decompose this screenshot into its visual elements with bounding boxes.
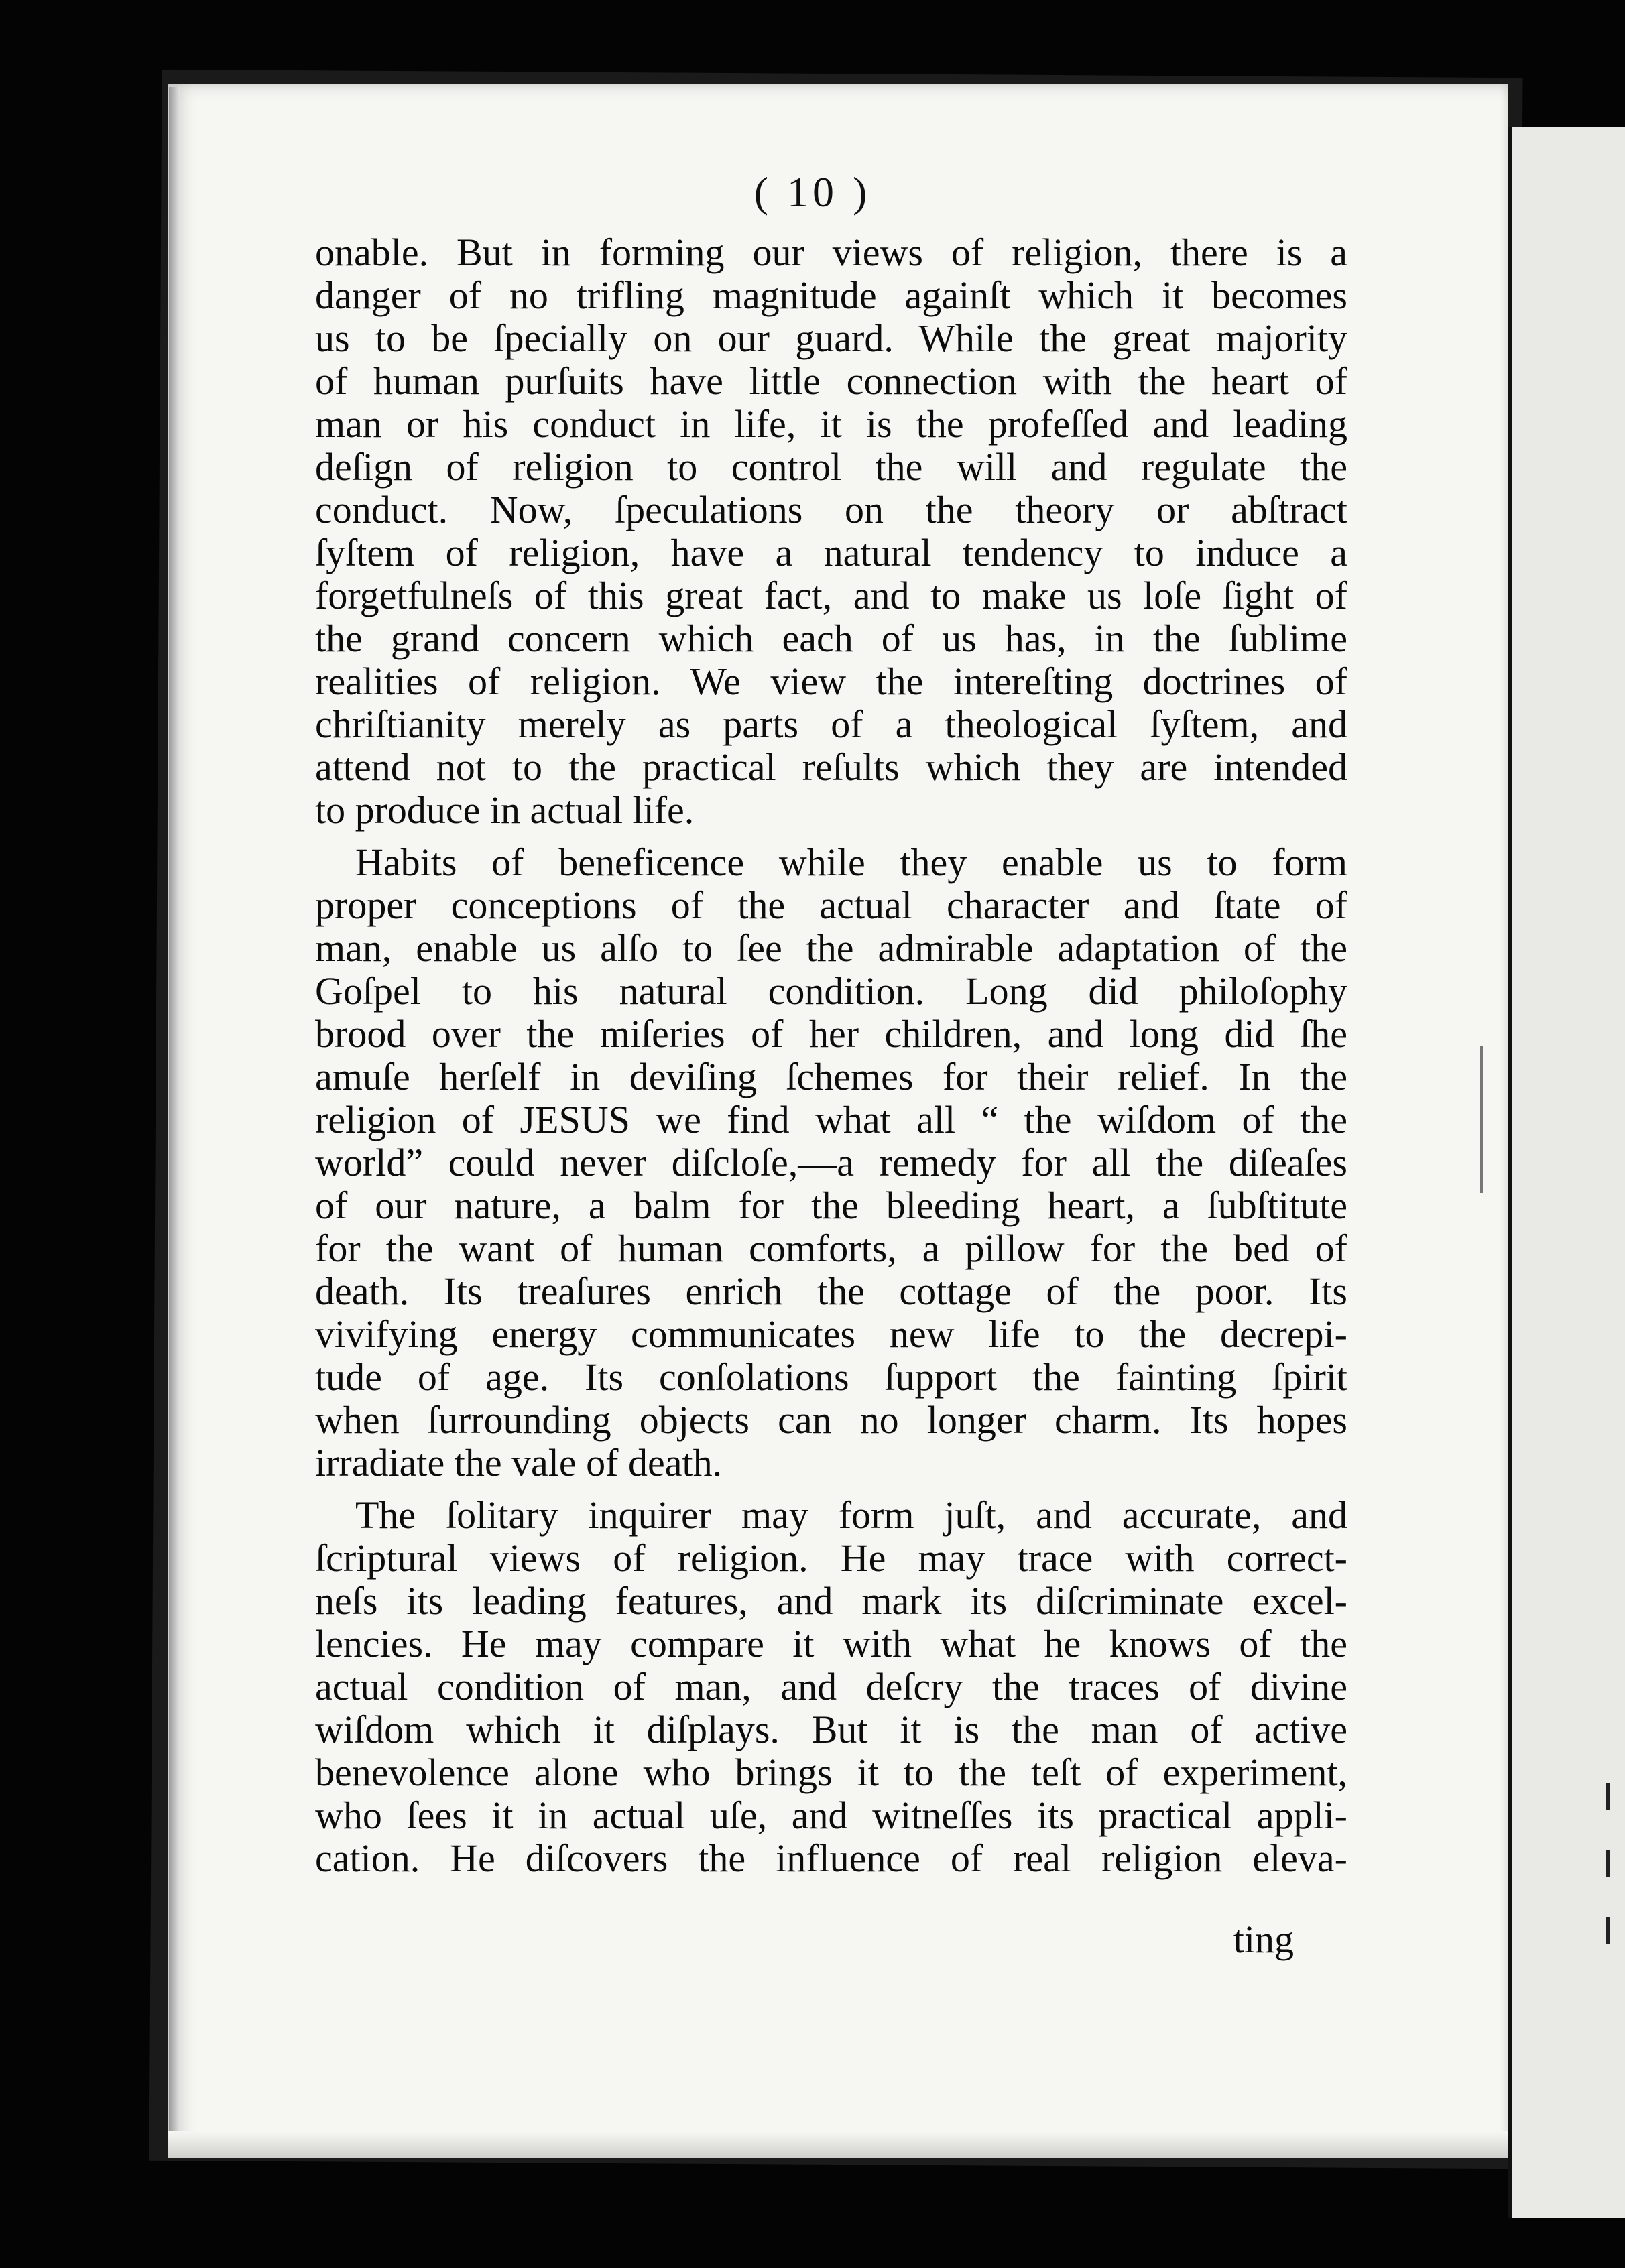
text-line: brood over the miſeries of her children, and long did ſhe: [315, 1013, 1347, 1056]
text-line: man, enable us alſo to ſee the admirable adaptation of the: [315, 927, 1347, 970]
text-line: neſs its leading features, and mark its diſcriminate excel-: [315, 1580, 1347, 1623]
text-line: for the want of human comforts, a pillow for the bed of: [315, 1227, 1347, 1270]
text-line: man or his conduct in life, it is the profeſſed and leading: [315, 403, 1347, 446]
body-text: [315, 231, 1347, 1889]
text-line: cation. He diſcovers the influence of real religion eleva-: [315, 1837, 1347, 1880]
page-number: ( 10 ): [754, 168, 871, 216]
page-bottom-edge: [168, 2131, 1508, 2158]
text-line: world” could never diſcloſe,—a remedy for all the diſeaſes: [315, 1141, 1347, 1184]
text-line: vivifying energy communicates new life to the decrepi-: [315, 1313, 1347, 1356]
text-line: attend not to the practical reſults which they are intended: [315, 746, 1347, 789]
text-line: religion of JESUS we find what all “ the wiſdom of the: [315, 1098, 1347, 1141]
facing-page-marks: [1606, 1783, 1612, 2011]
text-line: to produce in actual life.: [315, 789, 695, 832]
text-line: amuſe herſelf in deviſing ſchemes for their relief. In the: [315, 1056, 1347, 1098]
text-line: realities of religion. We view the intereſting doctrines of: [315, 660, 1347, 703]
text-line: onable. But in forming our views of religion, there is a: [315, 231, 1347, 274]
text-line: tude of age. Its conſolations ſupport the fainting ſpirit: [315, 1356, 1347, 1399]
facing-mark: [1606, 1917, 1610, 1944]
paragraph-3: [315, 1494, 1347, 1880]
text-line: when ſurrounding objects can no longer charm. Its hopes: [315, 1399, 1347, 1442]
text-line: benevolence alone who brings it to the teſt of experiment,: [315, 1751, 1347, 1794]
text-line: The ſolitary inquirer may form juſt, and accurate, and: [355, 1494, 1347, 1537]
text-line: of our nature, a balm for the bleeding heart, a ſubſtitute: [315, 1184, 1347, 1227]
text-line: wiſdom which it diſplays. But it is the man of active: [315, 1708, 1347, 1751]
text-line: irradiate the vale of death.: [315, 1442, 723, 1485]
text-line: Habits of beneficence while they enable us to form: [355, 841, 1347, 884]
text-line: ſcriptural views of religion. He may trace with correct-: [315, 1537, 1347, 1580]
text-line: conduct. Now, ſpeculations on the theory or abſtract: [315, 489, 1347, 531]
text-line: Goſpel to his natural condition. Long did philoſophy: [315, 970, 1347, 1013]
text-line: death. Its treaſures enrich the cottage of the poor. Its: [315, 1270, 1347, 1313]
text-line: forgetfulneſs of this great fact, and to make us loſe ſight of: [315, 574, 1347, 617]
text-line: proper conceptions of the actual character and ſtate of: [315, 884, 1347, 927]
text-line: deſign of religion to control the will and regulate the: [315, 446, 1347, 489]
facing-mark: [1606, 1783, 1610, 1810]
paragraph-2: [315, 841, 1347, 1485]
text-line: the grand concern which each of us has, in the ſublime: [315, 617, 1347, 660]
facing-mark: [1606, 1850, 1610, 1877]
page-crease: [1480, 1046, 1483, 1193]
catchword: ting: [1233, 1917, 1294, 1961]
text-line: of human purſuits have little connection with the heart of: [315, 360, 1347, 403]
text-line: actual condition of man, and deſcry the traces of divine: [315, 1665, 1347, 1708]
text-line: chriſtianity merely as parts of a theological ſyſtem, and: [315, 703, 1347, 746]
text-line: who ſees it in actual uſe, and witneſſes its practical appli-: [315, 1794, 1347, 1837]
text-line: lencies. He may compare it with what he knows of the: [315, 1623, 1347, 1665]
text-line: danger of no trifling magnitude againſt which it becomes: [315, 274, 1347, 317]
text-line: ſyſtem of religion, have a natural tendency to induce a: [315, 531, 1347, 574]
page-left-edge: [169, 87, 180, 2151]
paragraph-1: [315, 231, 1347, 832]
text-line: us to be ſpecially on our guard. While the great majority: [315, 317, 1347, 360]
